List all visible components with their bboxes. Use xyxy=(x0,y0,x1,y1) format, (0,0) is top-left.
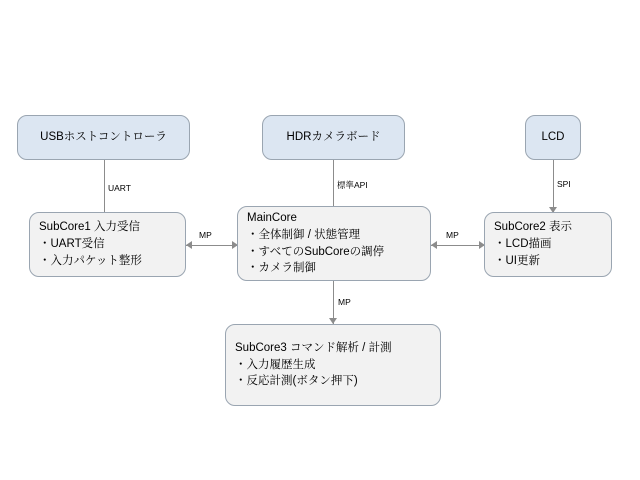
node-lcd-title: LCD xyxy=(541,131,565,144)
node-subcore2[interactable] xyxy=(484,212,612,277)
node-subcore1-line2: ・入力パケット整形 xyxy=(39,254,142,267)
edge-label-mp-bottom: MP xyxy=(338,297,351,307)
node-subcore1-title: SubCore1 入力受信 xyxy=(39,221,140,234)
edge-maincore-subcore2-arrow-left xyxy=(431,241,437,249)
node-hdr-camera-board[interactable] xyxy=(262,115,405,160)
node-usb-host-controller-title: USBホストコントローラ xyxy=(40,131,167,144)
node-subcore3-title: SubCore3 コマンド解析 / 計測 xyxy=(235,341,392,354)
edge-subcore1-maincore-arrow-left xyxy=(186,241,192,249)
node-subcore2-title: SubCore2 表示 xyxy=(494,221,572,234)
node-hdr-camera-board-title: HDRカメラボード xyxy=(286,131,381,144)
node-maincore-line3: ・カメラ制御 xyxy=(247,262,316,275)
edge-label-spi: SPI xyxy=(557,179,571,189)
edge-subcore1-maincore xyxy=(185,245,238,246)
node-subcore2-line2: ・UI更新 xyxy=(494,254,540,267)
edge-usbhost-subcore1 xyxy=(104,160,105,218)
node-maincore-title: MainCore xyxy=(247,212,297,225)
node-subcore3[interactable] xyxy=(225,324,441,406)
node-subcore3-line1: ・入力履歴生成 xyxy=(235,358,316,371)
node-usb-host-controller[interactable] xyxy=(17,115,190,160)
node-subcore2-line1: ・LCD描画 xyxy=(494,238,552,251)
edge-label-mp-right: MP xyxy=(446,230,459,240)
edge-maincore-subcore2 xyxy=(430,245,485,246)
node-subcore3-line2: ・反応計測(ボタン押下) xyxy=(235,375,358,388)
node-subcore1[interactable] xyxy=(29,212,186,277)
node-maincore-line2: ・すべてのSubCoreの調停 xyxy=(247,245,385,258)
edge-label-std-api: 標準API xyxy=(337,180,368,190)
node-maincore[interactable] xyxy=(237,206,431,281)
edge-label-mp-left: MP xyxy=(199,230,212,240)
node-lcd[interactable] xyxy=(525,115,581,160)
node-subcore1-line1: ・UART受信 xyxy=(39,238,105,251)
edge-lcd-subcore2 xyxy=(553,160,554,213)
edge-label-uart: UART xyxy=(108,183,131,193)
node-maincore-line1: ・全体制御 / 状態管理 xyxy=(247,228,361,241)
